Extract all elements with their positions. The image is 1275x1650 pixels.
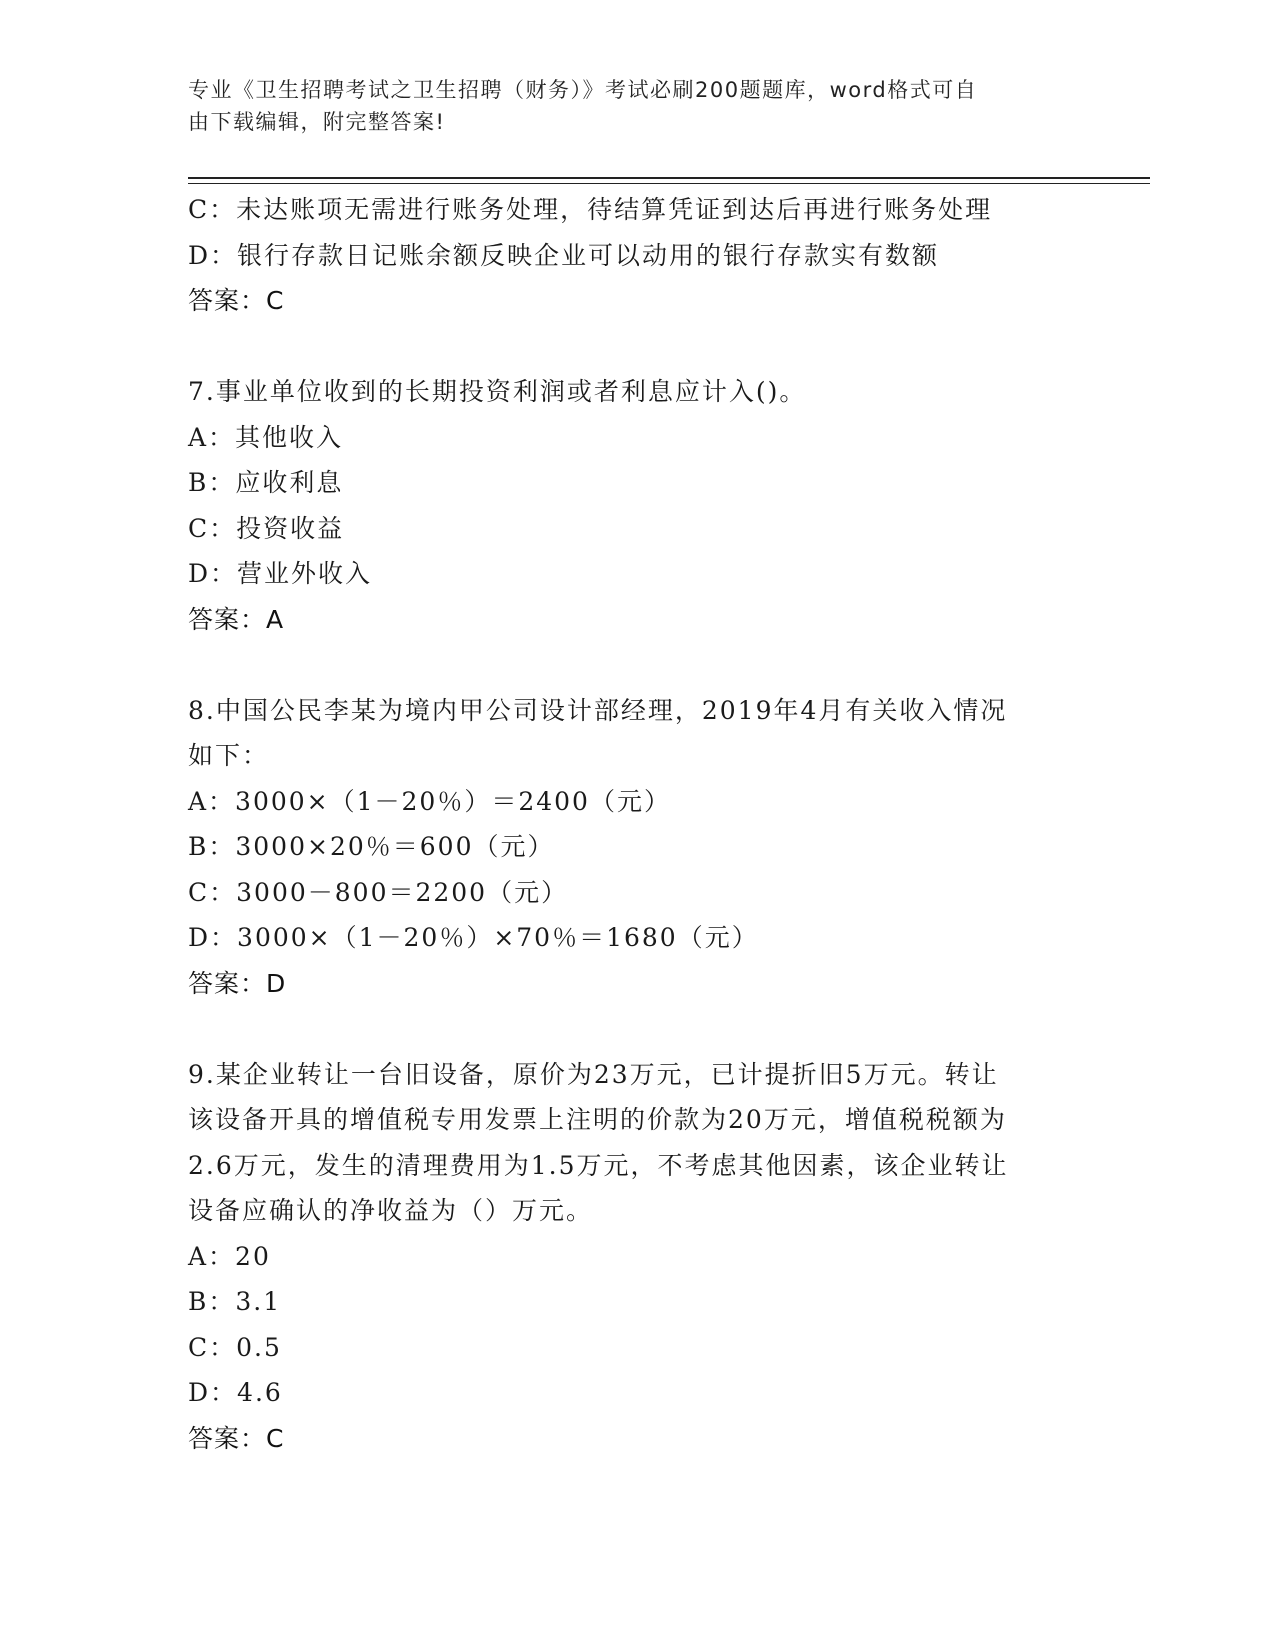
page-header	[188, 74, 1068, 138]
option-b: B：3000×20％＝600（元）	[188, 832, 555, 861]
question-7	[188, 369, 1148, 642]
question-stem-line-4: 设备应确认的净收益为（）万元。	[188, 1196, 594, 1225]
option-b: B：3.1	[188, 1287, 282, 1316]
option-c: C：投资收益	[188, 513, 345, 543]
header-rule-thin	[188, 183, 1150, 184]
answer: 答案：C	[188, 1423, 285, 1453]
option-d: D：银行存款日记账余额反映企业可以动用的银行存款实有数额	[188, 240, 940, 270]
question-stem-line-1: 9.某企业转让一台旧设备，原价为23万元，已计提折旧5万元。转让	[188, 1059, 999, 1089]
question-9	[188, 1052, 1148, 1462]
question-stem: 7.事业单位收到的长期投资利润或者利息应计入()。	[188, 377, 807, 406]
option-d: D：3000×（1－20％）×70％＝1680（元）	[188, 923, 759, 952]
option-b: B：应收利息	[188, 468, 344, 497]
question-6	[188, 187, 1148, 324]
option-c: C：未达账项无需进行账务处理，待结算凭证到达后再进行账务处理	[188, 195, 993, 224]
header-line-1: 专业《卫生招聘考试之卫生招聘（财务）》考试必刷200题题库，word格式可自	[188, 78, 978, 102]
option-d: D：营业外收入	[188, 559, 373, 588]
option-c: C：0.5	[188, 1332, 282, 1362]
header-rule-thick	[188, 177, 1150, 179]
answer: 答案：A	[188, 604, 285, 634]
question-stem-line-2: 该设备开具的增值税专用发票上注明的价款为20万元，增值税税额为	[188, 1105, 1007, 1134]
option-c: C：3000－800＝2200（元）	[188, 877, 569, 907]
header-line-2: 由下载编辑，附完整答案!	[188, 110, 446, 134]
option-a: A：20	[188, 1241, 271, 1271]
question-list	[188, 187, 1148, 1461]
answer: 答案：D	[188, 968, 287, 998]
question-stem-line-2: 如下：	[188, 741, 270, 770]
question-8	[188, 688, 1148, 1007]
option-a: A：其他收入	[188, 422, 344, 452]
option-d: D：4.6	[188, 1378, 283, 1407]
question-stem-line-3: 2.6万元，发生的清理费用为1.5万元，不考虑其他因素，该企业转让	[188, 1150, 1009, 1180]
option-a: A：3000×（1－20％）＝2400（元）	[188, 786, 671, 816]
answer: 答案：C	[188, 286, 285, 315]
question-stem-line-1: 8.中国公民李某为境内甲公司设计部经理，2019年4月有关收入情况	[188, 695, 1008, 725]
